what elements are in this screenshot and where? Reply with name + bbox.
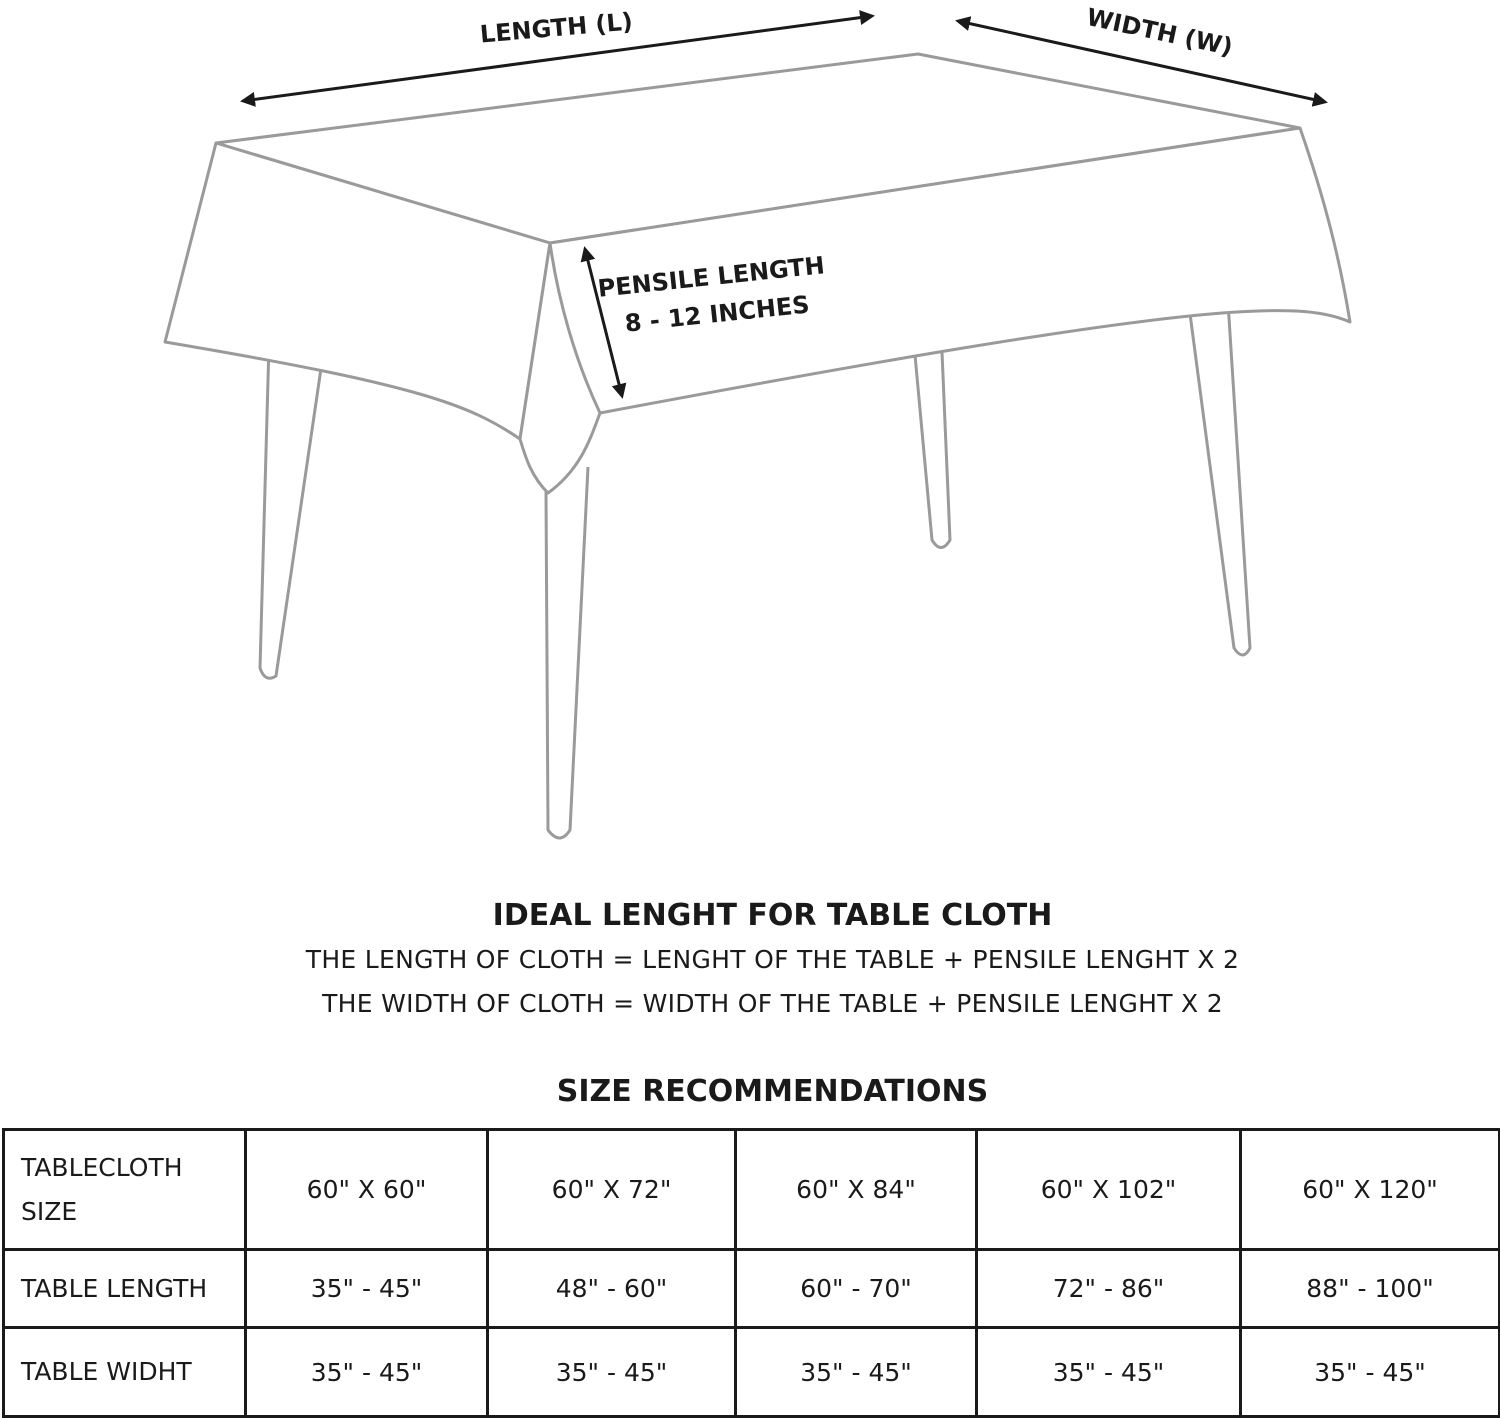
- table-cell: 48" - 60": [488, 1250, 736, 1328]
- table-cell: 88" - 100": [1241, 1250, 1500, 1328]
- pensile-range-label: 8 - 12 INCHES: [623, 290, 811, 338]
- row-label-table-length: TABLE LENGTH: [4, 1250, 246, 1328]
- row-label-table-width: TABLE WIDHT: [4, 1328, 246, 1417]
- table-row: [4, 1250, 1500, 1328]
- table-cell: 60" X 60": [246, 1130, 488, 1250]
- table-cell: 60" X 120": [1241, 1130, 1500, 1250]
- cloth-width-formula: THE WIDTH OF CLOTH = WIDTH OF THE TABLE + PENSILE LENGHT X 2: [322, 989, 1223, 1018]
- leg-front-left: [546, 467, 588, 838]
- table-cell: 35" - 45": [246, 1250, 488, 1328]
- table-cell: 60" X 84": [736, 1130, 977, 1250]
- pensile-label: PENSILE LENGTH: [596, 251, 826, 303]
- ideal-length-title: IDEAL LENGHT FOR TABLE CLOTH: [492, 898, 1053, 933]
- table-row: [4, 1130, 1500, 1250]
- width-label: WIDTH (W): [1084, 3, 1236, 62]
- table-cell: 35" - 45": [977, 1328, 1241, 1417]
- table-cell: 60" X 72": [488, 1130, 736, 1250]
- table-cell: 35" - 45": [736, 1328, 977, 1417]
- table-cell: 72" - 86": [977, 1250, 1241, 1328]
- size-recommendations-table: [2, 1128, 1500, 1418]
- leg-front-right: [1189, 302, 1250, 655]
- cloth-length-formula: THE LENGTH OF CLOTH = LENGHT OF THE TABLE + PENSILE LENGHT X 2: [305, 945, 1240, 974]
- leg-back-right: [915, 352, 950, 548]
- row-label-line: TABLECLOTH: [21, 1152, 183, 1182]
- length-label: LENGTH (L): [478, 7, 634, 49]
- table-cell: 35" - 45": [246, 1328, 488, 1417]
- leg-back-left: [260, 344, 324, 678]
- row-label-tablecloth-size: [4, 1130, 246, 1250]
- table-row: [4, 1328, 1500, 1417]
- table-cell: 35" - 45": [1241, 1328, 1500, 1417]
- table-cell: 60" - 70": [736, 1250, 977, 1328]
- size-recommendations-title: SIZE RECOMMENDATIONS: [556, 1074, 989, 1109]
- row-label-line: SIZE: [21, 1196, 78, 1226]
- table-cell: 35" - 45": [488, 1328, 736, 1417]
- table-cell: 60" X 102": [977, 1130, 1241, 1250]
